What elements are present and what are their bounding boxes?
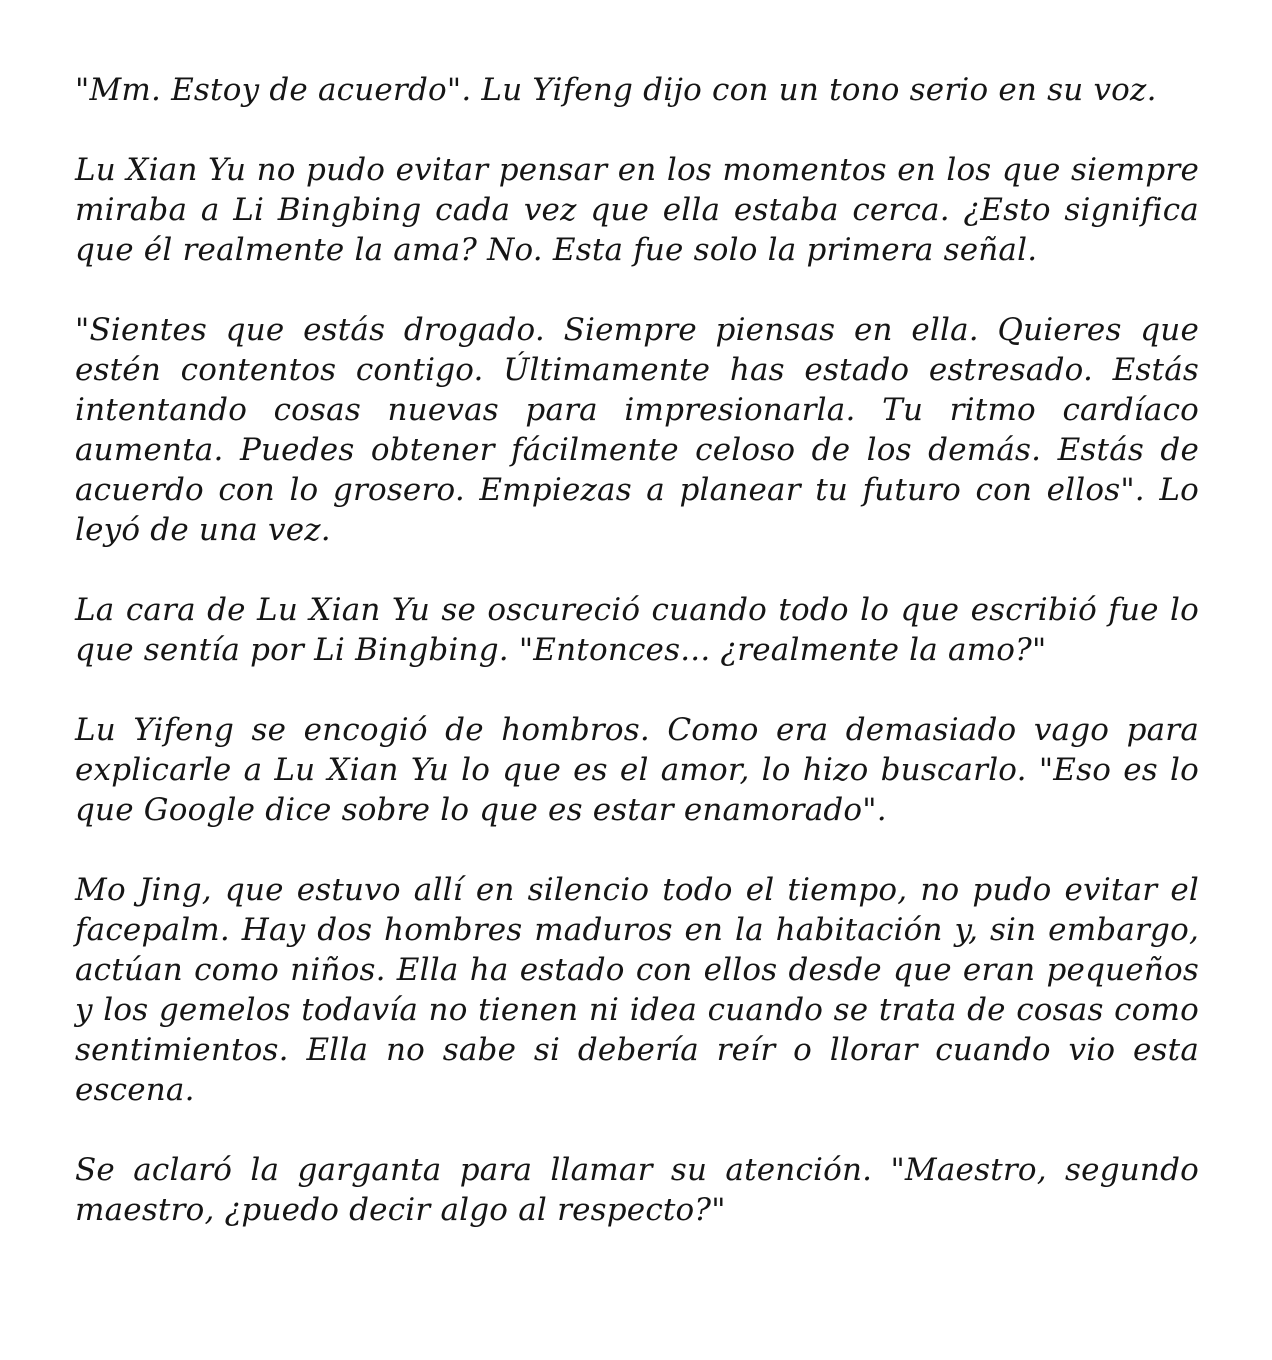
paragraph-6: Mo Jing, que estuvo allí en silencio todo el tiempo, no pudo evitar el facepalm. Hay dos hombres maduros en la habitación y, sin embargo, actúan como niños. Ella ha estado con ellos desde que eran pequeños y los gemelos todavía no tienen ni idea cuando se trata de cosas como sentimientos. Ella no sabe si debería reír o llorar cuando vio esta escena. xyxy=(75,872,1199,1108)
paragraph-4: La cara de Lu Xian Yu se oscureció cuando todo lo que escribió fue lo que sentía por Li Bingbing. "Entonces... ¿realmente la amo?" xyxy=(75,592,1199,668)
paragraph-7: Se aclaró la garganta para llamar su atención. "Maestro, segundo maestro, ¿puedo decir algo al respecto?" xyxy=(75,1152,1199,1228)
document-body xyxy=(75,70,1199,1230)
paragraph-1: "Mm. Estoy de acuerdo". Lu Yifeng dijo con un tono serio en su voz. xyxy=(75,72,1157,108)
paragraph-5: Lu Yifeng se encogió de hombros. Como era demasiado vago para explicarle a Lu Xian Yu lo que es el amor, lo hizo buscarlo. "Eso es lo que Google dice sobre lo que es estar enamorado". xyxy=(75,712,1199,828)
paragraph-2: Lu Xian Yu no pudo evitar pensar en los momentos en los que siempre miraba a Li Bingbing cada vez que ella estaba cerca. ¿Esto significa que él realmente la ama? No. Esta fue solo la primera señal. xyxy=(75,152,1199,268)
paragraph-3: "Sientes que estás drogado. Siempre piensas en ella. Quieres que estén contentos contigo. Últimamente has estado estresado. Estás intentando cosas nuevas para impresionarla. Tu ritmo cardíaco aumenta. Puedes obtener fácilmente celoso de los demás. Estás de acuerdo con lo grosero. Empiezas a planear tu futuro con ellos". Lo leyó de una vez. xyxy=(75,312,1199,548)
